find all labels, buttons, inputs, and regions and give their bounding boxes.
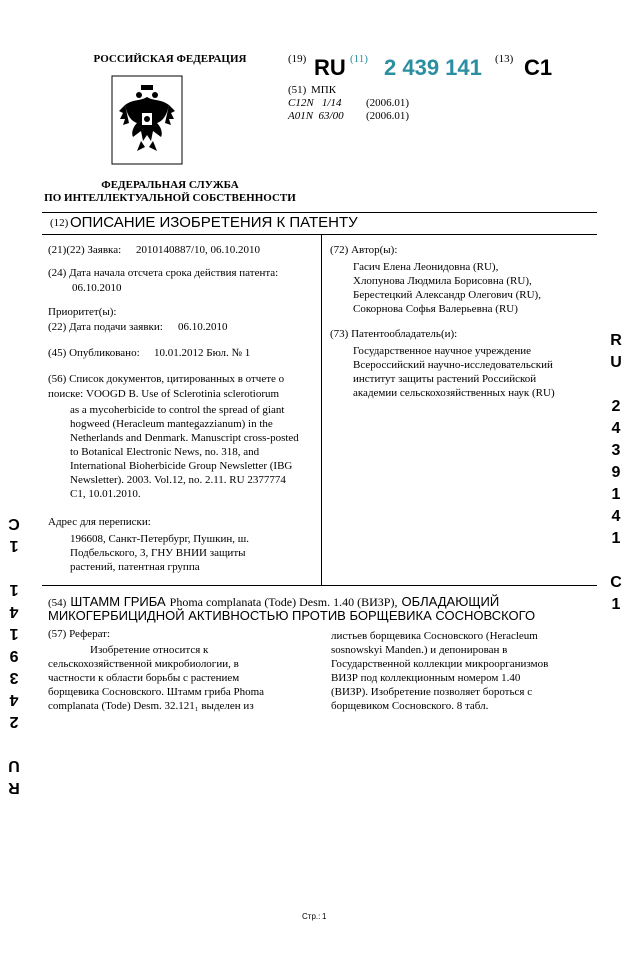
agency-line-1: ФЕДЕРАЛЬНАЯ СЛУЖБА bbox=[101, 179, 239, 191]
column-divider bbox=[321, 234, 322, 585]
filing-date-label: (22) Дата подачи заявки: bbox=[48, 321, 163, 333]
code-11: (11) bbox=[350, 53, 368, 65]
ipc-code: A01N 63/00 bbox=[288, 110, 344, 122]
code-19: (19) bbox=[288, 53, 307, 65]
patent-number: 2 439 141 bbox=[384, 55, 482, 80]
divider bbox=[42, 212, 597, 213]
cited-docs-text: as a mycoherbicide to control the spread of giant hogweed (Heracleum mantegazzianum) in the Netherlands and Denmark. Manuscript cross-posted to Botanical Electronic News, no. 318, and International Bioherbicide Group Newsletter (IBG Newsletter). 2003. Vol.12, no. 2.11. RU 2377774 C1, 10.01.2010. bbox=[70, 404, 299, 500]
agency-line-2: ПО ИНТЕЛЛЕКТУАЛЬНОЙ СОБСТВЕННОСТИ bbox=[44, 192, 296, 204]
ipc-version: (2006.01) bbox=[366, 110, 410, 122]
ipc-version: (2006.01) bbox=[366, 97, 410, 109]
coat-of-arms-emblem bbox=[111, 75, 183, 165]
cited-docs-text: VOOGD B. Use of Sclerotinia sclerotiorum bbox=[86, 388, 280, 400]
side-code-right: R U 2 4 3 9 1 4 1 C 1 bbox=[610, 332, 622, 613]
country-name: РОССИЙСКАЯ ФЕДЕРАЦИЯ bbox=[93, 53, 247, 65]
authors-list: Гасич Елена Леонидовна (RU), Хлопунова Людмила Борисовна (RU), Берестецкий Александр Олегович (RU), Сокорнова Софья Валерьевна (RU) bbox=[353, 261, 541, 315]
side-code-left: R U 2 4 3 9 1 4 1 1 C bbox=[8, 515, 20, 796]
start-date-label: (24) Дата начала отсчета срока действия патента: bbox=[48, 267, 279, 279]
application-value: 2010140887/10, 06.10.2010 bbox=[136, 244, 261, 256]
filing-date-value: 06.10.2010 bbox=[178, 321, 228, 333]
ru-code: RU bbox=[314, 55, 346, 80]
invention-title-line-2: МИКОГЕРБИЦИДНОЙ АКТИВНОСТЬЮ ПРОТИВ БОРЩЕВИКА СОСНОВСКОГО bbox=[48, 608, 536, 623]
address-text: 196608, Санкт-Петербург, Пушкин, ш. Подбельского, 3, ГНУ ВНИИ защиты растений, патентная группа bbox=[70, 533, 249, 573]
divider bbox=[42, 585, 597, 586]
owner-label: (73) Патентообладатель(и): bbox=[330, 328, 458, 340]
application-label: (21)(22) Заявка: bbox=[48, 244, 122, 256]
abstract-text-left: Изобретение относится к сельскохозяйственной микробиологии, в частности к области борьбы с растением борщевика Сосновского. Штамм гриба Phoma complanata (Tode) Desm. 32.121₁ выделен из bbox=[48, 644, 265, 712]
page-number: 1 bbox=[322, 912, 327, 921]
abstract-label: (57) Реферат: bbox=[48, 628, 111, 640]
priority-label: Приоритет(ы): bbox=[48, 306, 117, 318]
page-label: Стр.: bbox=[302, 912, 321, 921]
title-code: (12) bbox=[50, 217, 69, 229]
cited-docs-label-2: поиске: bbox=[48, 388, 84, 400]
address-label: Адрес для переписки: bbox=[48, 516, 151, 528]
mpk-code: (51) bbox=[288, 84, 307, 96]
authors-label: (72) Автор(ы): bbox=[330, 244, 398, 256]
invention-title: (54) ШТАММ ГРИБА Phoma complanata (Tode) Desm. 1.40 (ВИЗР), ОБЛАДАЮЩИЙ bbox=[48, 594, 500, 609]
ipc-code: C12N 1/14 bbox=[288, 97, 342, 109]
divider bbox=[42, 234, 597, 235]
start-date-value: 06.10.2010 bbox=[72, 282, 122, 294]
published-value: 10.01.2012 Бюл. № 1 bbox=[154, 347, 251, 359]
cited-docs-label: (56) Список документов, цитированных в отчете о bbox=[48, 373, 285, 385]
kind-code: C1 bbox=[524, 55, 553, 80]
code-13: (13) bbox=[495, 53, 514, 65]
abstract-text-right: листьев борщевика Сосновского (Heracleum sosnowskyi Manden.) и депонирован в Государственной коллекции микроорганизмов ВИЗР под коллекционным номером 1.40 (ВИЗР). Изобретение позволяет бороться с борщевиком Сосновского. 8 табл. bbox=[331, 630, 549, 712]
mpk-label: МПК bbox=[311, 84, 337, 96]
published-label: (45) Опубликовано: bbox=[48, 347, 140, 359]
document-title: ОПИСАНИЕ ИЗОБРЕТЕНИЯ К ПАТЕНТУ bbox=[70, 214, 358, 231]
owner-text: Государственное научное учреждение Всероссийский научно-исследовательский институт защиты растений Российской академии сельскохозяйственных наук (RU) bbox=[353, 345, 555, 399]
